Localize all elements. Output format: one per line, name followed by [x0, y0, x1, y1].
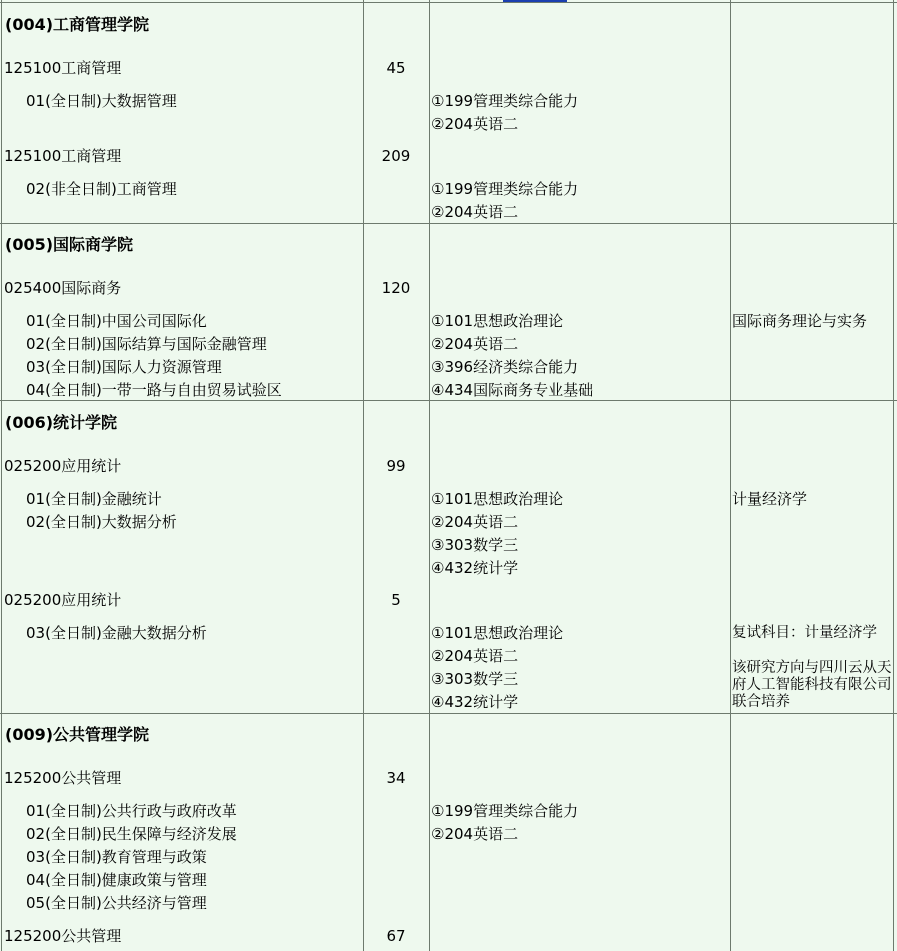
major-code: 025200应用统计	[4, 457, 122, 475]
column-divider	[893, 0, 894, 951]
direction: 03(全日制)国际人力资源管理	[26, 358, 222, 376]
college-header: (004)工商管理学院	[5, 15, 150, 34]
direction: 04(全日制)一带一路与自由贸易试验区	[26, 381, 282, 399]
direction: 01(全日制)金融统计	[26, 490, 162, 508]
enrollment-count: 5	[391, 591, 401, 609]
direction: 02(全日制)国际结算与国际金融管理	[26, 335, 267, 353]
column-divider	[1, 0, 2, 951]
major-code: 125100工商管理	[4, 59, 122, 77]
direction: 02(全日制)大数据分析	[26, 513, 177, 531]
top-link-fragment[interactable]	[503, 0, 567, 2]
exam-subject: ①101思想政治理论	[431, 490, 564, 508]
major-code: 025400国际商务	[4, 279, 122, 297]
exam-subject: ③303数学三	[431, 670, 519, 688]
college-header: (006)统计学院	[5, 413, 118, 432]
exam-subject: ④432统计学	[431, 559, 519, 577]
major-code: 025200应用统计	[4, 591, 122, 609]
remark: 计量经济学	[732, 490, 808, 508]
major-code: 125100工商管理	[4, 147, 122, 165]
exam-subject: ②204英语二	[431, 513, 519, 531]
enrollment-count: 34	[386, 769, 406, 787]
exam-subject: ④432统计学	[431, 693, 519, 711]
enrollment-count: 99	[386, 457, 406, 475]
exam-subject: ②204英语二	[431, 825, 519, 843]
exam-subject: ②204英语二	[431, 335, 519, 353]
direction: 02(非全日制)工商管理	[26, 180, 177, 198]
row-divider	[0, 2, 897, 3]
enrollment-count: 67	[386, 927, 406, 945]
direction: 02(全日制)民生保障与经济发展	[26, 825, 237, 843]
direction: 03(全日制)金融大数据分析	[26, 624, 207, 642]
direction: 04(全日制)健康政策与管理	[26, 871, 207, 889]
exam-subject: ②204英语二	[431, 203, 519, 221]
college-header: (009)公共管理学院	[5, 725, 150, 744]
row-divider	[0, 713, 897, 714]
direction: 01(全日制)中国公司国际化	[26, 312, 207, 330]
direction: 05(全日制)公共经济与管理	[26, 894, 207, 912]
exam-subject: ③303数学三	[431, 536, 519, 554]
exam-subject: ②204英语二	[431, 647, 519, 665]
direction: 01(全日制)大数据管理	[26, 92, 177, 110]
exam-subject: ③396经济类综合能力	[431, 358, 579, 376]
exam-subject: ②204英语二	[431, 115, 519, 133]
exam-subject: ①199管理类综合能力	[431, 802, 579, 820]
row-divider	[0, 400, 897, 401]
exam-subject: ①101思想政治理论	[431, 624, 564, 642]
column-divider	[730, 0, 731, 951]
enrollment-count: 45	[386, 59, 406, 77]
major-code: 125200公共管理	[4, 927, 122, 945]
major-code: 125200公共管理	[4, 769, 122, 787]
direction: 03(全日制)教育管理与政策	[26, 848, 207, 866]
remark-note: 该研究方向与四川云从天府人工智能科技有限公司联合培养	[732, 660, 892, 710]
remark: 复试科目：计量经济学	[732, 625, 877, 641]
direction: 01(全日制)公共行政与政府改革	[26, 802, 237, 820]
exam-subject: ①101思想政治理论	[431, 312, 564, 330]
row-divider	[0, 223, 897, 224]
exam-subject: ①199管理类综合能力	[431, 92, 579, 110]
enrollment-count: 120	[381, 279, 411, 297]
column-divider	[429, 0, 430, 951]
enrollment-count: 209	[381, 147, 411, 165]
exam-subject: ①199管理类综合能力	[431, 180, 579, 198]
remark: 国际商务理论与实务	[732, 312, 868, 330]
exam-subject: ④434国际商务专业基础	[431, 381, 594, 399]
college-header: (005)国际商学院	[5, 235, 134, 254]
